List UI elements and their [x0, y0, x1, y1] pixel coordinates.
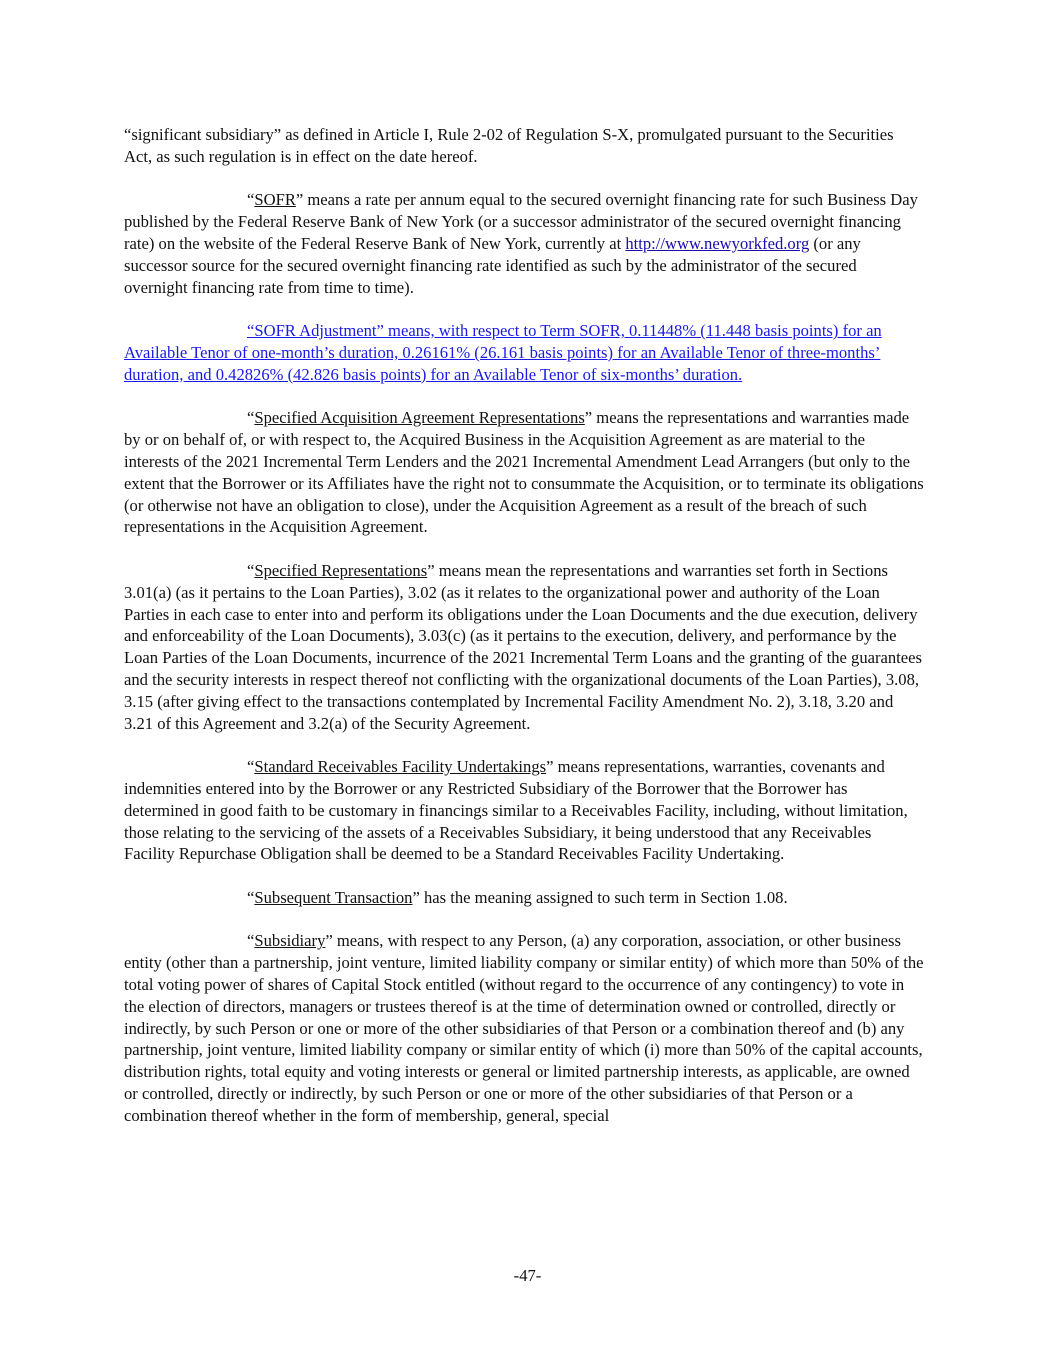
- defined-term: Standard Receivables Facility Undertakings: [254, 757, 547, 777]
- definition-specified-acquisition-agreement-representations: [124, 407, 924, 538]
- document-body: [124, 124, 924, 1148]
- definition-text: ” means the representations and warranties made by or on behalf of, or with respect to, the Acquired Business in the Acquisition Agreement as are material to the interests of the 2021 Incremental Term Lenders and the 2021 Incremental Amendment Lead Arrangers (but only to the extent that the Borrower or its Affiliates have the right not to consummate the Acquisition, or to terminate its obligations (or otherwise not have an obligation to close), under the Acquisition Agreement as a result of the breach of such representations in the Acquisition Agreement.: [124, 408, 924, 537]
- paragraph-significant-subsidiary: “significant subsidiary” as defined in Article I, Rule 2-02 of Regulation S-X, promulgated pursuant to the Securities Act, as such regulation is in effect on the date hereof.: [124, 125, 894, 166]
- open-quote: “: [247, 190, 255, 210]
- defined-term: Specified Acquisition Agreement Representations: [254, 408, 585, 428]
- definition-specified-representations: [124, 560, 924, 734]
- open-quote: “: [247, 887, 255, 907]
- definition-text-cont: (or any successor source for the secured overnight financing rate identified as such by the administrator of the secured overnight financing rate from time to time).: [124, 233, 861, 297]
- open-quote: “: [247, 560, 255, 580]
- open-quote: “: [247, 408, 255, 428]
- defined-term: Subsidiary: [254, 931, 326, 951]
- definition-text: ” means mean the representations and warranties set forth in Sections 3.01(a) (as it pertains to the Loan Parties), 3.02 (as it relates to the organizational power and authority of the Loan Parties in each case to enter into and perform its obligations under the Loan Documents and the due execution, delivery and enforceability of the Loan Documents), 3.03(c) (as it pertains to the execution, delivery, and performance by the Loan Parties of the Loan Documents, incurrence of the 2021 Incremental Term Loans and the granting of the guarantees and the security interests in respect thereof not conflicting with the organizational documents of the Loan Parties), 3.08, 3.15 (after giving effect to the transactions contemplated by Incremental Facility Amendment No. 2), 3.18, 3.20 and 3.21 of this Agreement and 3.2(a) of the Security Agreement.: [124, 560, 922, 733]
- definition-sofr: [124, 189, 924, 298]
- definition-text: ” means a rate per annum equal to the secured overnight financing rate for such Business Day published by the Federal Reserve Bank of New York (or a successor administrator of the secured overnight financing rate) on the website of the Federal Reserve Bank of New York, currently at: [124, 190, 918, 253]
- page-number: -47-: [513, 1266, 542, 1285]
- definition-text: ” means, with respect to any Person, (a) any corporation, association, or other business entity (other than a partnership, joint venture, limited liability company or similar entity) of which more than 50% of the total voting power of shares of Capital Stock entitled (without regard to the occurrence of any contingency) to vote in the election of directors, managers or trustees thereof is at the time of determination owned or controlled, directly or indirectly, by such Person or one or more of the other subsidiaries of that Person or a combination thereof and (b) any partnership, joint venture, limited liability company or similar entity of which (i) more than 50% of the capital accounts, distribution rights, total equity and voting interests or general or limited partnership interests, as applicable, are owned or controlled, directly or indirectly, by such Person or one or more of the other subsidiaries of that Person or a combination thereof whether in the form of membership, general, special: [124, 931, 924, 1125]
- definition-subsidiary: [124, 930, 924, 1126]
- definition-text: ” has the meaning assigned to such term in Section 1.08.: [412, 887, 788, 907]
- definition-text: ” means representations, warranties, covenants and indemnities entered into by the Borrower or any Restricted Subsidiary of the Borrower that the Borrower has determined in good faith to be customary in financings similar to a Receivables Facility, including, without limitation, those relating to the servicing of the assets of a Receivables Subsidiary, it being understood that any Receivables Facility Repurchase Obligation shall be deemed to be a Standard Receivables Facility Undertaking.: [124, 757, 908, 864]
- newyorkfed-link[interactable]: http://www.newyorkfed.org: [625, 233, 810, 253]
- open-quote: “: [247, 757, 255, 777]
- definition-sofr-adjustment-inserted: “SOFR Adjustment” means, with respect to Term SOFR, 0.11448% (11.448 basis points) for an Available Tenor of one-month’s duration, 0.26161% (26.161 basis points) for an Available Tenor of three-months’ duration, and 0.42826% (42.826 basis points) for an Available Tenor of six-months’ duration.: [124, 321, 882, 384]
- defined-term: Specified Representations: [254, 560, 428, 580]
- defined-term: Subsequent Transaction: [254, 887, 413, 907]
- open-quote: “: [247, 931, 255, 951]
- definition-subsequent-transaction: [124, 887, 924, 909]
- definition-standard-receivables-facility-undertakings: [124, 756, 924, 865]
- defined-term-sofr: SOFR: [254, 190, 296, 210]
